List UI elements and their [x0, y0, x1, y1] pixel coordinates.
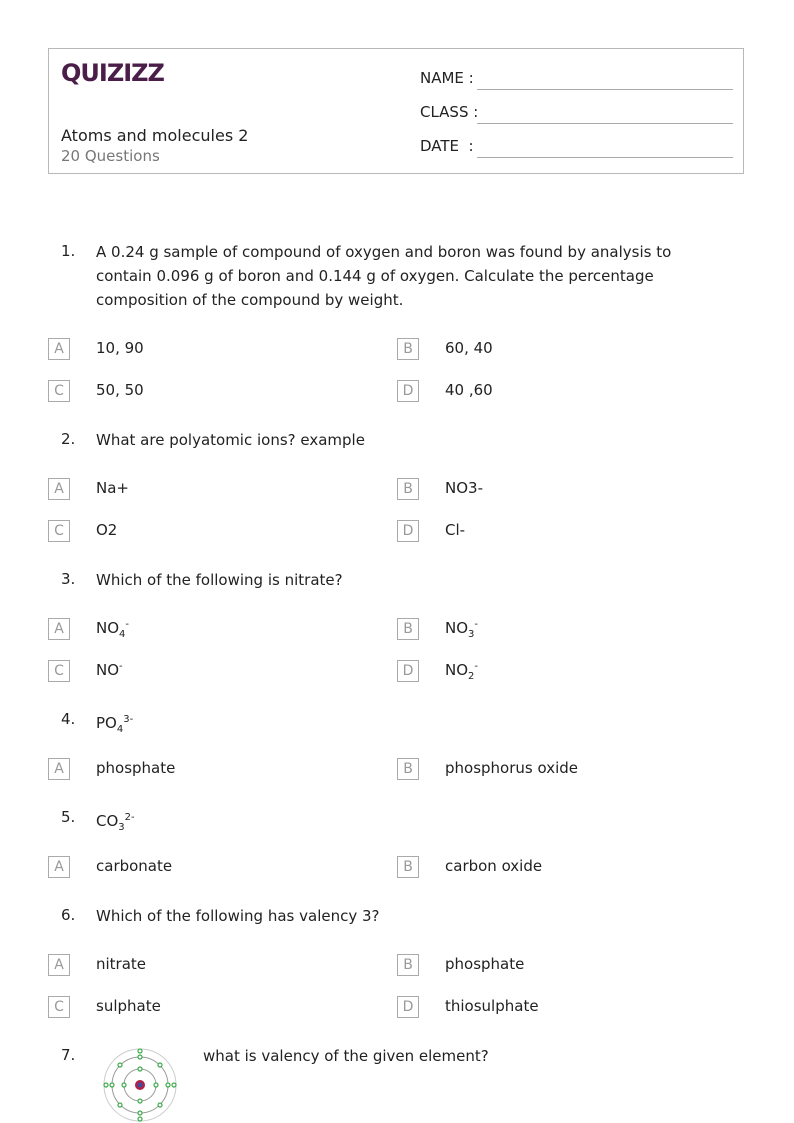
worksheet-header [48, 48, 744, 174]
class-field[interactable] [477, 123, 733, 124]
question-formula: $CO_3^{2-}$ [96, 812, 135, 833]
name-field[interactable] [477, 89, 733, 90]
question-text: Which of the following has valency 3? [96, 907, 380, 925]
option-formula: NO- [96, 661, 123, 679]
option-letter[interactable]: C [48, 380, 70, 402]
question-text: Which of the following is nitrate? [96, 571, 343, 589]
question-number: 5. [61, 808, 76, 826]
question-number: 1. [61, 242, 76, 260]
option-text: phosphate [445, 955, 525, 973]
option-letter[interactable]: B [397, 478, 419, 500]
option-letter[interactable]: A [48, 618, 70, 640]
question-number: 7. [61, 1046, 76, 1064]
option-text: 10, 90 [96, 339, 144, 357]
atom-shell-diagram [96, 1042, 188, 1123]
quizizz-logo: QUIZIZZ [61, 59, 164, 87]
question-number: 2. [61, 430, 76, 448]
option-letter[interactable]: B [397, 338, 419, 360]
option-letter[interactable]: D [397, 520, 419, 542]
option-text: Na+ [96, 479, 129, 497]
option-text: 40 ,60 [445, 381, 493, 399]
option-text: thiosulphate [445, 997, 539, 1015]
option-letter[interactable]: D [397, 660, 419, 682]
option-letter[interactable]: A [48, 478, 70, 500]
option-letter[interactable]: C [48, 520, 70, 542]
option-text: nitrate [96, 955, 147, 973]
option-formula: $NO_3^-$ [445, 619, 479, 640]
option-formula: $NO_4^-$ [96, 619, 130, 640]
class-label: CLASS : [420, 103, 479, 121]
question-text: what is valency of the given element? [203, 1047, 489, 1065]
option-text: phosphorus oxide [445, 759, 578, 777]
option-letter[interactable]: B [397, 758, 419, 780]
option-text: sulphate [96, 997, 161, 1015]
name-label: NAME : [420, 69, 474, 87]
option-formula: $NO_2^-$ [445, 661, 479, 682]
option-letter[interactable]: D [397, 996, 419, 1018]
question-formula: $PO_4^{3-}$ [96, 714, 134, 735]
question-number: 6. [61, 906, 76, 924]
question-text: A 0.24 g sample of compound of oxygen and boron was found by analysis to contain 0.096 g of boron and 0.144 g of oxygen. Calculate the percentage composition of the compound by weight. [96, 243, 672, 309]
option-letter[interactable]: C [48, 996, 70, 1018]
question-text: What are polyatomic ions? example [96, 431, 365, 449]
option-letter[interactable]: B [397, 954, 419, 976]
option-letter[interactable]: B [397, 856, 419, 878]
option-text: 50, 50 [96, 381, 144, 399]
option-text: carbonate [96, 857, 173, 875]
option-letter[interactable]: D [397, 380, 419, 402]
option-letter[interactable]: A [48, 758, 70, 780]
question-number: 4. [61, 710, 76, 728]
option-text: phosphate [96, 759, 176, 777]
worksheet-title: Atoms and molecules 2 [61, 126, 249, 145]
question-number: 3. [61, 570, 76, 588]
option-text: O2 [96, 521, 118, 539]
date-field[interactable] [477, 157, 733, 158]
question-count: 20 Questions [61, 147, 160, 165]
option-text: carbon oxide [445, 857, 543, 875]
option-letter[interactable]: B [397, 618, 419, 640]
option-letter[interactable]: A [48, 856, 70, 878]
option-letter[interactable]: A [48, 338, 70, 360]
option-text: Cl- [445, 521, 466, 539]
option-text: 60, 40 [445, 339, 493, 357]
option-letter[interactable]: C [48, 660, 70, 682]
option-text: NO3- [445, 479, 483, 497]
date-label: DATE : [420, 137, 474, 155]
option-letter[interactable]: A [48, 954, 70, 976]
